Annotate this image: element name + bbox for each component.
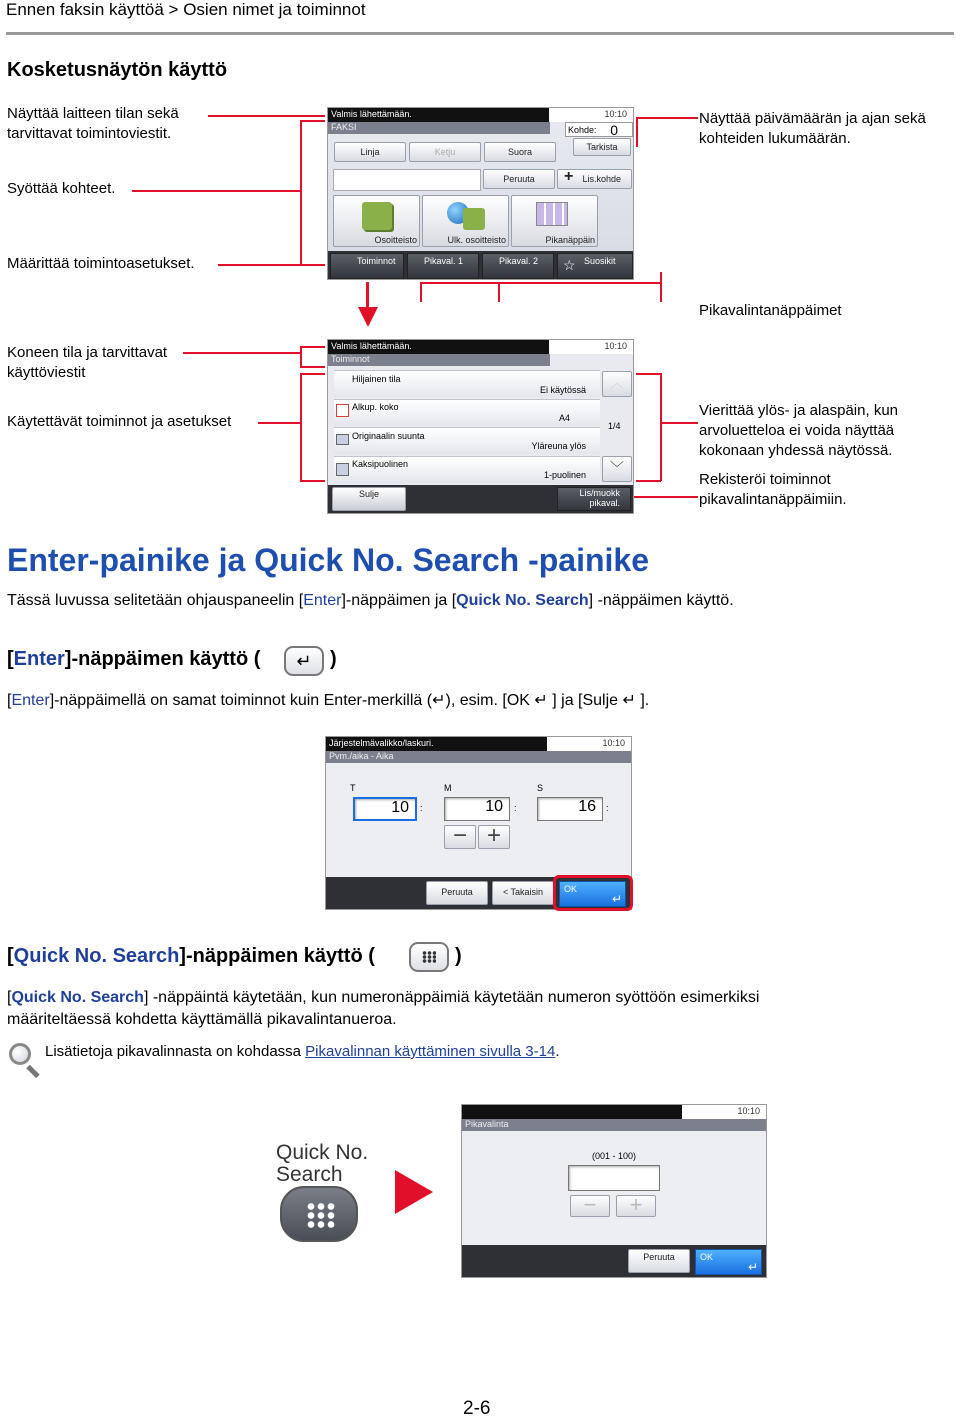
colon: :	[606, 803, 609, 813]
quickdial-screen	[461, 1104, 767, 1278]
h-pre: [	[7, 648, 14, 670]
time: 10:10	[682, 1105, 766, 1119]
orientation-icon	[336, 434, 349, 445]
breadcrumb: Ennen faksin käyttöä > Osien nimet ja toiminnot	[6, 0, 366, 19]
down-arrow-icon	[358, 307, 378, 327]
p-post3: ].	[640, 692, 650, 709]
dest-label: Kohde:	[568, 125, 597, 135]
row-quiet-mode[interactable]	[334, 370, 600, 397]
minute-field[interactable]: 10	[444, 797, 510, 821]
ext-addressbook-label: Ulk. osoitteisto	[447, 235, 506, 245]
label-h: T	[350, 783, 356, 793]
row-value: A4	[558, 413, 570, 423]
ok-button[interactable]	[695, 1249, 762, 1275]
p-text: ] -näppäintä käytetään, kun numeronäppäimiä käytetään numeron syöttöön esimerkiksi määriteltäessä kohdetta käyttämällä pikavalintanueroa.	[7, 989, 760, 1028]
intro-post: ] -näppäimen käyttö.	[588, 592, 734, 609]
page-indicator: 1/4	[608, 421, 621, 431]
quick-key-large	[280, 1186, 358, 1242]
range-label: (001 - 100)	[592, 1151, 637, 1161]
h-post: ]-näppäimen käyttö (	[64, 648, 261, 670]
enter-heading	[7, 648, 260, 671]
annotation-quick: Pikavalintanäppäimet	[699, 302, 842, 319]
row-orientation[interactable]	[334, 427, 600, 454]
section2-title: Enter-painike ja Quick No. Search -painike	[7, 542, 649, 578]
plus-button[interactable]: +	[616, 1195, 656, 1217]
enter-icon: ↵	[747, 1260, 758, 1274]
size-icon	[336, 404, 349, 417]
screen-title: Pvm./aika - Aika	[326, 751, 632, 763]
note	[45, 1043, 559, 1060]
ok-highlight	[553, 875, 633, 911]
minus-button[interactable]: −	[444, 825, 476, 849]
check-button[interactable]: Tarkista	[573, 138, 631, 156]
ext-book-icon	[463, 208, 485, 230]
row-duplex[interactable]	[334, 456, 600, 483]
add-dest-label: Lis.kohde	[582, 174, 621, 184]
row-label: Originaalin suunta	[352, 431, 425, 441]
annotation-status2: Koneen tila ja tarvittavat käyttöviestit	[7, 344, 168, 381]
label-s: S	[537, 783, 544, 793]
intro-mid: ]-näppäimen ja [	[341, 592, 457, 609]
tab-direct[interactable]: Suora	[484, 142, 556, 162]
p-open: [	[7, 989, 12, 1006]
scroll-up-button[interactable]: ︿	[602, 371, 632, 397]
star-icon: ☆	[563, 257, 576, 273]
icon-panel	[333, 195, 631, 247]
plus-button[interactable]: +	[478, 825, 510, 849]
note-post: .	[555, 1043, 560, 1060]
time: 10:10	[547, 737, 631, 751]
annotation-status: Näyttää laitteen tilan sekä tarvittavat toimintoviestit.	[7, 105, 179, 142]
second-field[interactable]: 16	[537, 797, 603, 821]
status-bar: Valmis lähettämään.	[328, 108, 550, 122]
note-link[interactable]: Pikavalinnan käyttäminen sivulla 3-14	[305, 1043, 556, 1060]
addressbook-button[interactable]	[333, 195, 420, 247]
p-pre: [	[7, 692, 12, 709]
quick-paragraph	[7, 987, 867, 1031]
status-bar: Valmis lähettämään.	[328, 340, 550, 354]
quick-heading	[7, 945, 375, 968]
onetouch-label: Pikanäppäin	[545, 235, 595, 245]
h-post: ]-näppäimen käyttö (	[179, 945, 375, 967]
p-key: Enter	[11, 692, 50, 709]
enter-symbol-icon: ↵	[529, 692, 553, 709]
colon: :	[514, 803, 517, 813]
key-label-line2: Search	[276, 1163, 343, 1186]
enter-symbol-icon: ↵	[432, 692, 446, 709]
p-post1: ), esim. [OK	[445, 692, 530, 709]
register-line1: Lis/muokk	[579, 488, 620, 498]
ok-label: OK	[700, 1252, 714, 1262]
ok-label: OK	[564, 884, 578, 894]
enter-heading-close: )	[330, 648, 337, 670]
fax-screen	[327, 107, 634, 280]
colon: :	[420, 803, 423, 813]
h-key: Enter	[13, 648, 65, 670]
plus-icon: +	[564, 168, 574, 185]
number-field[interactable]	[568, 1165, 660, 1191]
enter-paragraph	[7, 690, 649, 710]
quick-heading-close: )	[455, 945, 462, 967]
duplex-icon	[336, 463, 349, 476]
addressbook-icon	[362, 202, 392, 230]
enter-key-icon: ↵	[284, 646, 324, 676]
status-bar: Järjestelmävalikko/laskuri.	[326, 737, 548, 751]
favorites-label: Suosikit	[584, 256, 616, 266]
note-pre: Lisätietoja pikavalinnasta on kohdassa	[45, 1043, 306, 1060]
tab-line[interactable]: Linja	[334, 142, 406, 162]
play-arrow-icon	[395, 1170, 433, 1214]
addressbook-label: Osoitteisto	[374, 235, 417, 245]
annotation-register: Rekisteröi toiminnot pikavalintanäppäimiin.	[699, 471, 847, 508]
keypad-dots-icon	[306, 1202, 336, 1229]
p-key: Quick No. Search	[11, 989, 144, 1006]
scroll-down-button[interactable]: ﹀	[602, 456, 632, 482]
row-value: Ei käytössä	[539, 385, 586, 395]
intro-pre: Tässä luvussa selitetään ohjauspaneelin [	[7, 592, 304, 609]
intro-enter: Enter	[303, 592, 342, 609]
register-line2: pikaval.	[589, 498, 620, 508]
time: 10:10	[549, 108, 633, 122]
register-quick-button[interactable]	[557, 487, 631, 511]
magnifier-handle	[26, 1065, 39, 1078]
keypad-dots-icon	[422, 951, 436, 963]
close-button[interactable]: Sulje	[332, 487, 406, 511]
screen-title: Pikavalinta	[462, 1119, 767, 1131]
minus-button[interactable]: −	[570, 1195, 610, 1217]
section2-intro	[7, 592, 734, 610]
favorites-button[interactable]	[557, 253, 633, 279]
annotation-dest: Syöttää kohteet.	[7, 180, 116, 197]
quick-key-label	[276, 1142, 368, 1186]
header-rule	[6, 32, 954, 35]
annotation-date: Näyttää päivämäärän ja ajan sekä kohteiden lukumäärän.	[699, 110, 926, 147]
row-label: Alkup. koko	[352, 402, 399, 412]
tab-chain[interactable]: Ketju	[409, 142, 481, 162]
annotation-functions: Käytettävät toiminnot ja asetukset	[7, 413, 232, 430]
cancel-button[interactable]: Peruuta	[483, 169, 555, 189]
enter-icon: ↵	[611, 892, 622, 906]
quick-key-icon	[409, 942, 449, 972]
p-post2: ] ja [Sulje	[552, 692, 619, 709]
cancel-button[interactable]: Peruuta	[426, 881, 488, 905]
add-dest-button[interactable]	[557, 169, 632, 189]
hour-field[interactable]: 10	[353, 797, 417, 821]
annotation-scroll: Vierittää ylös- ja alaspäin, kun arvoluetteloa ei voida näyttää kokonaan yhdessä näytössä.	[699, 402, 898, 459]
magnifier-icon	[9, 1043, 31, 1065]
status-bar	[462, 1105, 684, 1119]
functions-screen	[327, 339, 634, 514]
section-title: Kosketusnäytön käyttö	[7, 59, 228, 81]
annotation-func: Määrittää toimintoasetukset.	[7, 255, 195, 272]
p-mid: ]-näppäimellä on samat toiminnot kuin Enter-merkillä (	[49, 692, 433, 709]
h-pre: [	[7, 945, 14, 967]
arrow-shaft	[366, 282, 369, 308]
quick2-button[interactable]: Pikaval. 2	[482, 253, 554, 279]
row-original-size[interactable]	[334, 399, 600, 426]
dest-count: 0	[610, 122, 618, 138]
back-button[interactable]: < Takaisin	[492, 881, 554, 905]
cancel-button[interactable]: Peruuta	[628, 1249, 690, 1273]
functions-button[interactable]: Toiminnot	[330, 253, 404, 279]
row-value: Yläreuna ylös	[531, 441, 586, 451]
key-label-line1: Quick No.	[276, 1141, 369, 1164]
quick1-button[interactable]: Pikaval. 1	[407, 253, 479, 279]
dest-box	[565, 122, 633, 137]
screen-title: Toiminnot	[328, 354, 550, 366]
page-number: 2-6	[463, 1398, 491, 1419]
onetouch-button[interactable]	[511, 195, 598, 247]
row-value: 1-puolinen	[543, 470, 586, 480]
mode-label: FAKSI	[328, 122, 550, 134]
dest-input[interactable]	[333, 169, 481, 191]
label-m: M	[444, 783, 452, 793]
intro-quick: Quick No. Search	[456, 592, 589, 609]
onetouch-icon	[536, 202, 568, 226]
row-label: Hiljainen tila	[352, 374, 401, 384]
row-label: Kaksipuolinen	[352, 459, 409, 469]
time: 10:10	[549, 340, 633, 354]
ext-addressbook-button[interactable]	[422, 195, 509, 247]
enter-symbol-icon: ↵	[618, 692, 641, 709]
h-key: Quick No. Search	[13, 945, 180, 967]
